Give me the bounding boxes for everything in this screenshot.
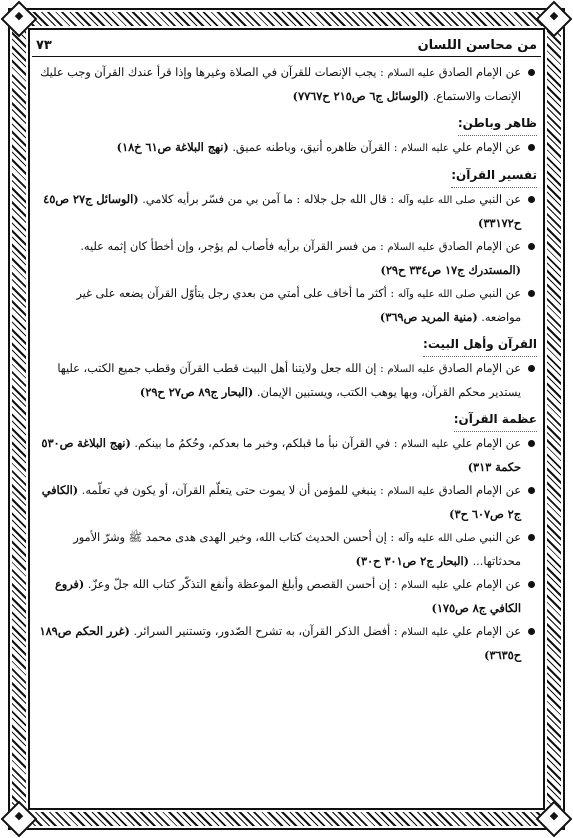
hadith-item — [38, 61, 521, 108]
hadith-list — [38, 136, 537, 160]
section-title: عظمة القرآن: — [454, 408, 537, 432]
honorific: عليه السلام — [387, 242, 436, 253]
section — [38, 404, 537, 667]
section-title: القرآن وأهل البيت: — [423, 333, 537, 357]
honorific: عليه السلام — [387, 486, 436, 497]
page-number: ٧٣ — [36, 37, 52, 53]
hadith-speaker: عن الإمام علي — [452, 625, 521, 638]
hadith-source: (البحار ج٢ ص٣٠١ ح٣٠) — [355, 554, 469, 568]
hadith-list — [38, 432, 537, 667]
hadith-source: (نهج البلاغة ص٥٣٠ حكمة ٣١٣) — [41, 436, 521, 474]
hadith-source: (الوسائل ج٦ ص٢١٥ ح٧٧٦٧) — [292, 89, 429, 103]
page-content — [32, 57, 541, 667]
hadith-text: : في القرآن نبأ ما قبلكم، وخبر ما بعدكم، وحُكمُ ما بينكم. — [134, 437, 398, 450]
hadith-text: : أكثر ما أخاف على أمتي من بعدي رجل يتأوّل القرآن يضعه على غير مواضعه. — [76, 287, 521, 324]
hadith-speaker: عن الإمام الصادق — [438, 240, 521, 253]
hadith-text: : إن أحسن القصص وأبلغ الموعظة وأنفع التذكّر كتاب الله جلّ وعزّ. — [87, 578, 398, 591]
hadith-list — [38, 61, 537, 108]
section — [38, 108, 537, 160]
honorific: عليه السلام — [401, 580, 449, 591]
hadith-speaker: عن النبي — [479, 193, 521, 206]
hadith-text: : القرآن ظاهره أنيق، وباطنه عميق. — [232, 141, 398, 154]
section-title: ظاهر وباطن: — [458, 112, 537, 136]
hadith-speaker: عن الإمام الصادق — [438, 66, 521, 79]
hadith-source: (منية المريد ص٣٦٩) — [379, 310, 478, 324]
hadith-item — [38, 282, 521, 329]
hadith-source: (غرر الحكم ص١٨٩ ح٣٦٣٥) — [39, 624, 521, 662]
running-header — [32, 34, 541, 57]
honorific: صلى الله عليه وآله — [397, 533, 476, 544]
hadith-item — [38, 136, 521, 160]
hadith-list — [38, 188, 537, 329]
hadith-text: : من فسر القرآن برأيه فأصاب لم يؤجر، وإن أخطأ كان إثمه عليه. — [80, 240, 384, 253]
honorific: عليه السلام — [401, 143, 449, 154]
hadith-text: : إن الله جعل ولايتنا أهل البيت قطب القرآن وقطب جميع الكتب، عليها يستدير محكم القرآن، وبها يوهب الكتب، ويستبين الإيمان. — [57, 362, 521, 399]
hadith-item — [38, 479, 521, 526]
honorific: عليه السلام — [401, 439, 449, 450]
hadith-text: : إن أحسن الحديث كتاب الله، وخير الهدى هدى محمد ﷺ وشرّ الأمور محدثاتها... — [73, 531, 521, 568]
hadith-item — [38, 432, 521, 479]
hadith-text: : أفضل الذكر القرآن، به تشرح الصّدور، وتستنير السرائر. — [133, 625, 398, 638]
hadith-item — [38, 188, 521, 235]
hadith-text: : قال الله جل جلاله : ما آمن بي من فسّر برأيه كلامي. — [142, 193, 395, 206]
hadith-list — [38, 357, 537, 404]
hadith-text: : ينبغي للمؤمن أن لا يموت حتى يتعلّم القرآن، أو يكون في تعلّمه. — [81, 484, 384, 497]
honorific: صلى الله عليه وآله — [397, 195, 476, 206]
hadith-source: (الكافي ج٢ ص٦٠٧ ح٣) — [41, 483, 521, 521]
section — [38, 160, 537, 329]
hadith-speaker: عن الإمام علي — [452, 141, 521, 154]
hadith-speaker: عن الإمام علي — [452, 578, 521, 591]
hadith-item — [38, 526, 521, 573]
hadith-source: (فروع الكافي ج٨ ص١٧٥) — [55, 577, 521, 615]
honorific: عليه السلام — [387, 364, 436, 375]
honorific: صلى الله عليه وآله — [397, 289, 476, 300]
hadith-speaker: عن الإمام الصادق — [438, 484, 521, 497]
hadith-source: (البحار ج٨٩ ص٢٧ ح٢٩) — [139, 385, 254, 399]
honorific: عليه السلام — [401, 627, 449, 638]
honorific: عليه السلام — [387, 68, 436, 79]
section-title: تفسير القرآن: — [451, 164, 537, 188]
section — [38, 61, 537, 108]
hadith-source: (نهج البلاغة ص٦١ خ١٨) — [116, 140, 229, 154]
section — [38, 329, 537, 404]
hadith-item — [38, 620, 521, 667]
page — [32, 34, 541, 804]
hadith-text: : يجب الإنصات للقرآن في الصلاة وغيرها وإذا قرأ عندك القرآن وجب عليك الإنصات والاستماع. — [40, 66, 521, 103]
hadith-speaker: عن الإمام علي — [452, 437, 521, 450]
hadith-speaker: عن النبي — [479, 287, 521, 300]
hadith-source: (الوسائل ج٢٧ ص٤٥ ح٣٣١٧٢) — [43, 192, 521, 230]
hadith-speaker: عن النبي — [479, 531, 521, 544]
hadith-speaker: عن الإمام الصادق — [438, 362, 521, 375]
hadith-item — [38, 573, 521, 620]
hadith-item — [38, 235, 521, 282]
book-title: من محاسن اللسان — [417, 37, 537, 53]
hadith-source: (المستدرك ج١٧ ص٣٣٤ ح٢٩) — [380, 263, 521, 277]
hadith-item — [38, 357, 521, 404]
